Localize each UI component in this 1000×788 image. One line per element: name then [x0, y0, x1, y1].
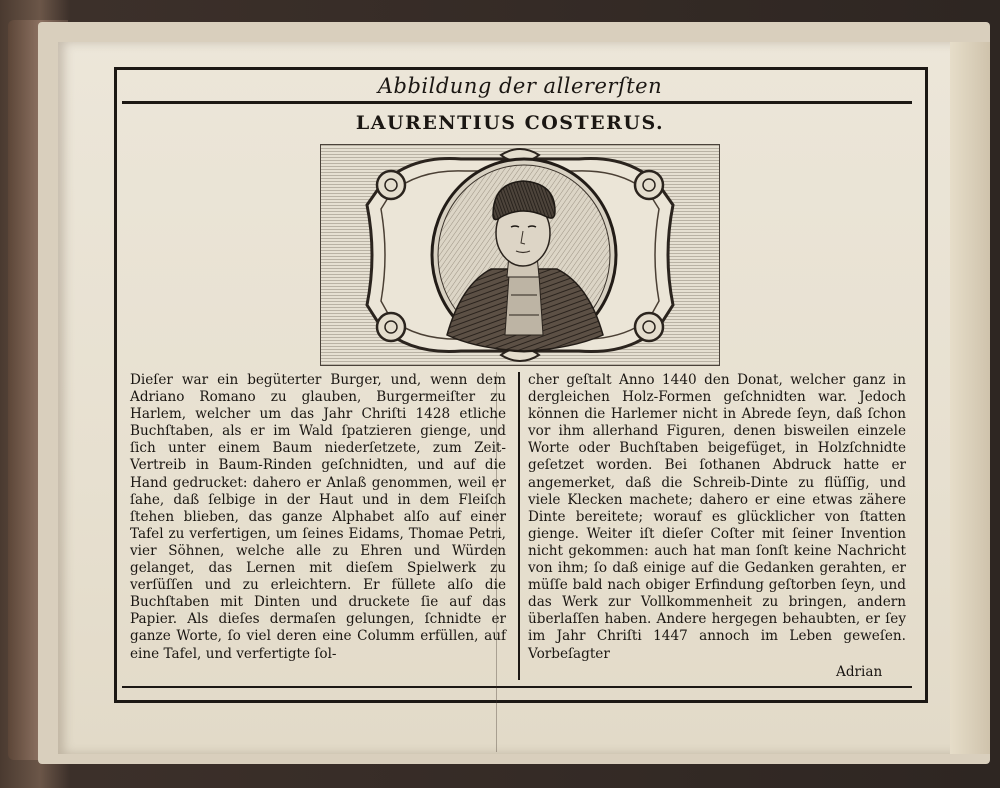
- portrait-engraving: [320, 144, 720, 366]
- text-column-right: [528, 372, 906, 663]
- header-rule: [122, 101, 912, 104]
- text-column-left: [130, 372, 506, 663]
- page-heading: Abbildung der allererſten: [377, 74, 663, 98]
- page-edge: [950, 42, 990, 754]
- body-text-right: cher geſtalt Anno 1440 den Donat, welcher ganz in dergleichen Holz-Formen geſchnidten war. Jedoch können die Harlemer nicht in Abrede ſeyn, daß ſchon vor ihm allerhand Figuren, denen bisweilen einzele Worte oder Buchſtaben beigefüget, in Holzſchnidte geſetzet worden. Bei ſothanen Abdruck hatte er angemerket, daß die Schreib-Dinte zu flüſſig, und viele Klecken machete; dahero er eine etwas zähere Dinte bereitete; worauf es glücklicher von ſtatten gienge. Weiter iſt dieſer Coſter mit ſeiner Invention nicht gekommen: auch hat man ſonſt keine Nachricht von ihm; ſo daß einige auf die Gedanken gerahten, er müſſe bald nach obiger Erfindung geſtorben ſeyn, und das Werk zur Vollkommenheit zu bringen, andern überlaſſen haben. Andere hergegen behaubten, er ſey im Jahr Chriſti 1447 annoch im Leben geweſen. Vorbeſagter: [528, 372, 906, 662]
- footer-rule: [122, 686, 912, 688]
- column-divider: [518, 372, 520, 680]
- body-text-left: Dieſer war ein begüterter Burger, und, wenn dem Adriano Romano zu glauben, Burgermeiſter zu Harlem, welcher um das Jahr Chriſti 1428 etliche Buchſtaben, als er im Wald ſpatzieren gienge, und ſich unter einem Baum niederſetzete, zum Zeit-Vertreib in Baum-Rinden geſchnidten, und auf die Hand gedrucket: dahero er Anlaß genommen, weil er ſahe, daß ſelbige in der Haut und in dem Fleiſch ſtehen blieben, das ganze Alphabet alſo auf einer Tafel zu verfertigen, um ſeines Eidams, Thomae Petri, vier Söhnen, welche alle zu Ehren und Würden gelanget, das Lernen mit dieſem Spielwerk zu verſüſſen und zu erleichtern. Er füllete alſo die Buchſtaben mit Dinten und druckete ſie auf das Papier. Als dieſes dermaſen gelungen, ſchnidte er ganze Worte, ſo viel deren eine Columm erfüllen, auf eine Tafel, und verfertigte ſol-: [130, 372, 506, 662]
- portrait-title: LAURENTIUS COSTERUS.: [355, 112, 665, 134]
- catchword: Adrian: [836, 664, 883, 680]
